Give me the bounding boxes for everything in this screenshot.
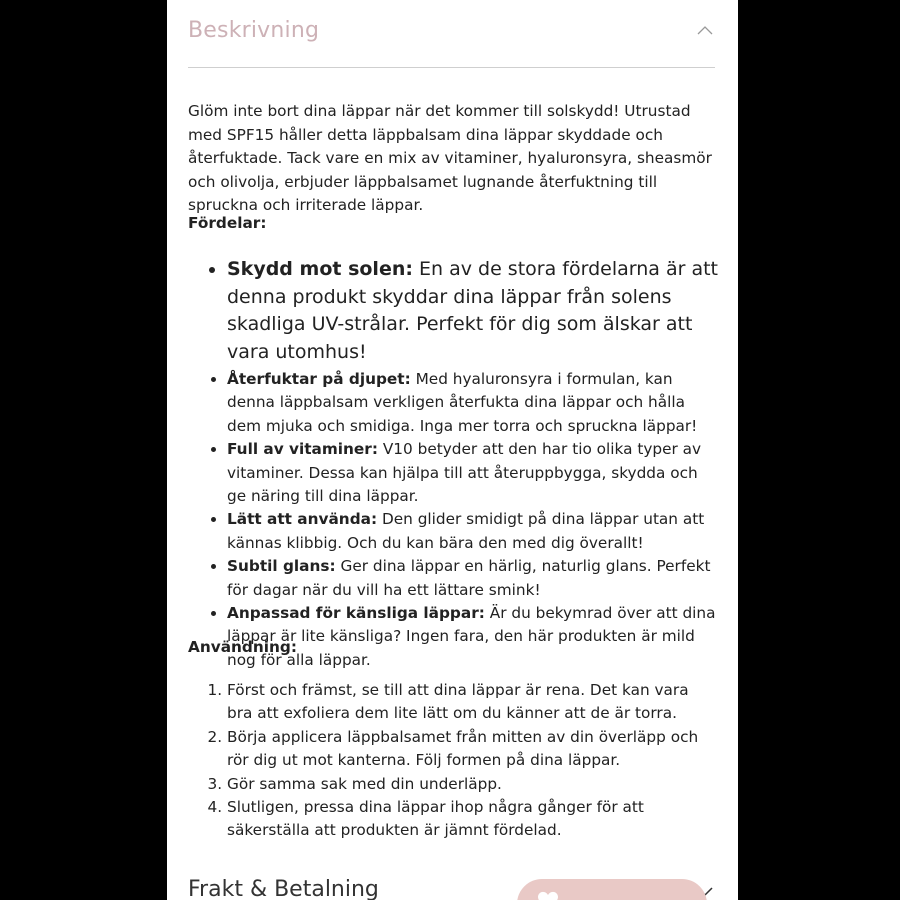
list-item <box>227 438 718 508</box>
list-item: 4. Slutligen, pressa dina läppar ihop några gånger för att säkerställa att produkten är jämnt fördelad. <box>227 796 718 843</box>
product-panel <box>167 0 738 900</box>
benefit-text: En av de stora fördelarna är att denna produkt skyddar dina läppar från solens skadliga UV-strålar. Perfekt för dig som älskar att vara utomhus! <box>227 258 718 363</box>
benefit-text: Med hyaluronsyra i formulan, kan denna läppbalsam verkligen återfukta dina läppar och hålla dem mjuka och smidiga. Inga mer torra och spruckna läppar! <box>227 370 698 435</box>
list-item: 3. Gör samma sak med din underläpp. <box>227 773 718 796</box>
benefit-text: Ger dina läppar en härlig, naturlig glans. Perfekt för dagar när du vill ha ett lättare smink! <box>227 557 711 599</box>
wishlist-floating-button[interactable] <box>517 879 707 900</box>
benefits-list <box>188 256 718 672</box>
benefit-label: Subtil glans: <box>227 557 336 576</box>
accordion-header-description[interactable] <box>188 0 715 68</box>
list-item <box>227 256 718 366</box>
benefit-label: Anpassad för känsliga läppar: <box>227 604 485 623</box>
chevron-up-icon[interactable] <box>697 24 713 36</box>
benefit-label: Återfuktar på djupet: <box>227 370 411 388</box>
benefit-label: Full av vitaminer: <box>227 440 378 459</box>
benefit-text: V10 betyder att den har tio olika typer av vitaminer. Dessa kan hjälpa till att återuppbygga, skydda och ge näring till dina läppar. <box>227 440 702 506</box>
list-item <box>227 602 718 672</box>
benefits-heading: Fördelar: <box>188 214 267 232</box>
benefit-text: Den glider smidigt på dina läppar utan att kännas klibbig. Och du kan bära den med dig överallt! <box>227 510 705 552</box>
accordion-title: Frakt & Betalning <box>188 877 379 900</box>
list-item: 2. Börja applicera läppbalsamet från mitten av din överläpp och rör dig ut mot kanterna. Följ formen på dina läppar. <box>227 726 718 773</box>
usage-heading: Användning: <box>188 638 297 656</box>
benefit-label: Skydd mot solen: <box>227 258 413 280</box>
list-item <box>227 555 718 602</box>
accordion-title: Beskrivning <box>188 18 320 43</box>
list-item: 1. Först och främst, se till att dina läppar är rena. Det kan vara bra att exfoliera dem lite lätt om du känner att de är torra. <box>227 679 718 726</box>
benefit-label: Lätt att använda: <box>227 510 378 529</box>
heart-icon <box>537 891 559 900</box>
list-item <box>227 368 718 438</box>
list-item <box>227 508 718 555</box>
description-intro: Glöm inte bort dina läppar när det kommer till solskydd! Utrustad med SPF15 håller detta läppbalsam dina läppar skyddade och återfuktade. Tack vare en mix av vitaminer, hyaluronsyra, sheasmör och olivolja, erbjuder läppbalsamet lugnande återfuktning till spruckna och irriterade läppar. <box>188 102 712 214</box>
benefit-text: Är du bekymrad över att dina läppar är lite känsliga? Ingen fara, den här produkten är mild nog för alla läppar. <box>227 604 716 669</box>
usage-steps-list <box>188 679 718 843</box>
